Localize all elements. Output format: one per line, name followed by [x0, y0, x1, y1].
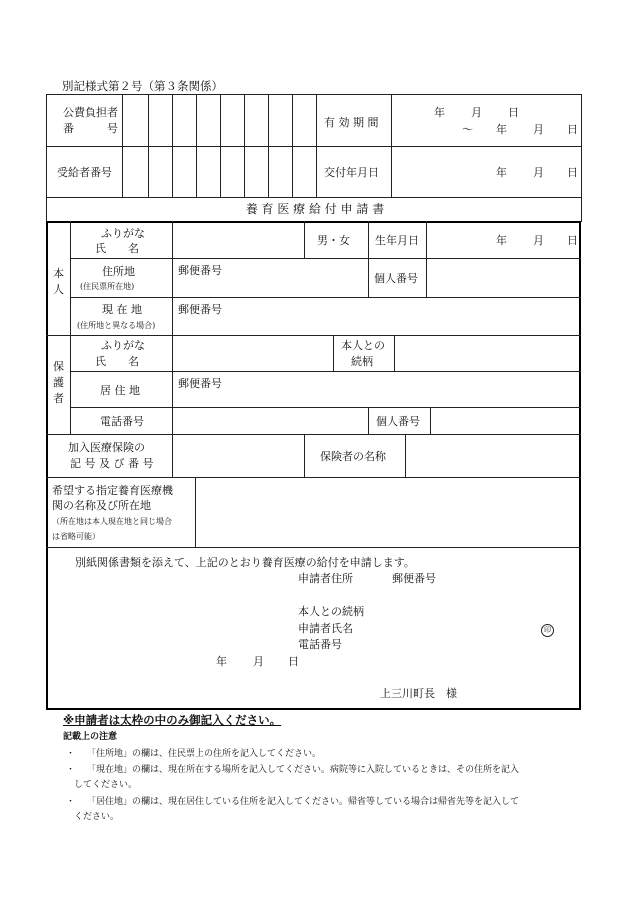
birth-year: 年 — [496, 234, 507, 247]
birthdate-label: 生年月日 — [375, 234, 419, 247]
honin-furigana-label: ふりがな — [101, 227, 145, 240]
issue-year: 年 — [496, 166, 507, 179]
applicant-relation-label: 本人との続柄 — [298, 605, 364, 618]
honin-my-number-label: 個人番号 — [374, 272, 418, 285]
form-title: 養 育 医 療 給 付 申 請 書 — [245, 202, 385, 216]
applicant-address-input[interactable] — [298, 587, 576, 601]
validity-to-month: 月 — [533, 123, 544, 136]
note-2: 「現在地」の欄は、現在所在する場所を記入してください。病院等に入院しているときは、その住所を記入 — [87, 765, 520, 775]
validity-to-year: 年 — [496, 123, 507, 136]
notes-heading: 記載上の注意 — [63, 732, 118, 742]
note-bullet: ・ — [66, 765, 76, 775]
honin-name-input[interactable] — [176, 224, 300, 256]
validity-tilde: ～ — [462, 123, 473, 136]
declaration-statement: 別紙関係書類を添えて、上記のとおり養育医療の給付を申請します。 — [75, 556, 415, 569]
applicant-postal-label: 郵便番号 — [392, 572, 436, 585]
honin-current-postal-label: 郵便番号 — [178, 303, 222, 316]
guardian-residence-input[interactable] — [176, 391, 576, 405]
insurer-label: 保険者の名称 — [320, 450, 386, 463]
birth-month: 月 — [533, 234, 544, 247]
note-3-continued: ください。 — [74, 812, 120, 822]
honin-current-label: 現 在 地 — [102, 303, 142, 316]
payer-number-label-2: 番 号 — [63, 122, 118, 135]
honin-address-postal-label: 郵便番号 — [178, 264, 222, 277]
applicant-address-label: 申請者住所 — [298, 572, 353, 585]
relation-label-2: 続柄 — [351, 355, 373, 368]
form-number: 別記様式第２号（第３条関係） — [62, 79, 223, 93]
relation-label: 本人との — [341, 339, 385, 352]
honin-address-note: (住民票所在地) — [80, 282, 135, 291]
note-bullet: ・ — [66, 749, 76, 759]
application-day: 日 — [288, 655, 299, 668]
note-bullet: ・ — [66, 797, 76, 807]
guardian-my-number-label: 個人番号 — [376, 415, 420, 428]
relation-input[interactable] — [398, 338, 578, 369]
guardian-phone-label: 電話番号 — [100, 415, 144, 428]
validity-from-year: 年 — [434, 106, 445, 119]
guardian-postal-label: 郵便番号 — [178, 377, 222, 390]
institution-note: （所在地は本人現在地と同じ場合 — [52, 517, 172, 526]
issue-month: 月 — [533, 166, 544, 179]
insurance-label: 加入医療保険の — [68, 441, 145, 454]
note-2-continued: してください。 — [74, 780, 138, 790]
applicant-name-label: 申請者氏名 — [298, 622, 353, 635]
institution-label: 希望する指定養育医療機 — [52, 484, 173, 497]
honin-current-input[interactable] — [176, 317, 576, 333]
issue-day: 日 — [567, 166, 578, 179]
validity-label: 有 効 期 間 — [324, 116, 379, 129]
note-1: 「住所地」の欄は、住民票上の住所を記入してください。 — [87, 749, 322, 759]
birth-day: 日 — [567, 234, 578, 247]
insurance-number-input[interactable] — [176, 437, 300, 475]
issue-date-label: 交付年月日 — [324, 166, 379, 179]
honin-my-number-input[interactable] — [430, 262, 578, 294]
honin-name-label: 氏 名 — [95, 242, 139, 255]
payer-number-label: 公費負担者 — [63, 106, 118, 119]
insurance-label-2: 記 号 及 び 番 号 — [70, 457, 154, 470]
guardian-furigana-label: ふりがな — [101, 339, 145, 352]
institution-note-2: は省略可能） — [52, 532, 100, 541]
section-honin: 本人 — [53, 267, 64, 296]
application-month: 月 — [253, 655, 264, 668]
guardian-phone-input[interactable] — [176, 409, 364, 432]
honin-address-input[interactable] — [176, 278, 364, 295]
institution-input[interactable] — [199, 480, 578, 544]
institution-label-2: 関の名称及び所在地 — [52, 499, 151, 512]
sex-option[interactable]: 男・女 — [317, 234, 350, 247]
seal-icon: 印 — [541, 624, 554, 637]
guardian-name-input[interactable] — [176, 338, 330, 369]
section-hogosha: 保護者 — [53, 360, 64, 405]
footer-instruction: ※申請者は太枠の中のみ御記入ください。 — [63, 713, 282, 727]
validity-from-day: 日 — [508, 106, 519, 119]
application-year: 年 — [216, 655, 227, 668]
recipient-number-label: 受給者番号 — [57, 166, 112, 179]
guardian-name-label: 氏 名 — [95, 355, 139, 368]
validity-from-month: 月 — [471, 106, 482, 119]
insurer-input[interactable] — [409, 437, 578, 475]
honin-address-label: 住所地 — [102, 265, 135, 278]
validity-to-day: 日 — [567, 123, 578, 136]
guardian-my-number-input[interactable] — [434, 409, 578, 432]
note-3: 「居住地」の欄は、現在居住している住所を記入してください。帰省等している場合は帰省先等を記入して — [87, 797, 520, 807]
addressee: 上三川町長 様 — [380, 687, 457, 700]
applicant-name-input[interactable] — [360, 620, 530, 635]
applicant-phone-label: 電話番号 — [298, 638, 342, 651]
guardian-residence-label: 居 住 地 — [100, 384, 140, 397]
honin-current-note: (住所地と異なる場合) — [77, 321, 156, 330]
